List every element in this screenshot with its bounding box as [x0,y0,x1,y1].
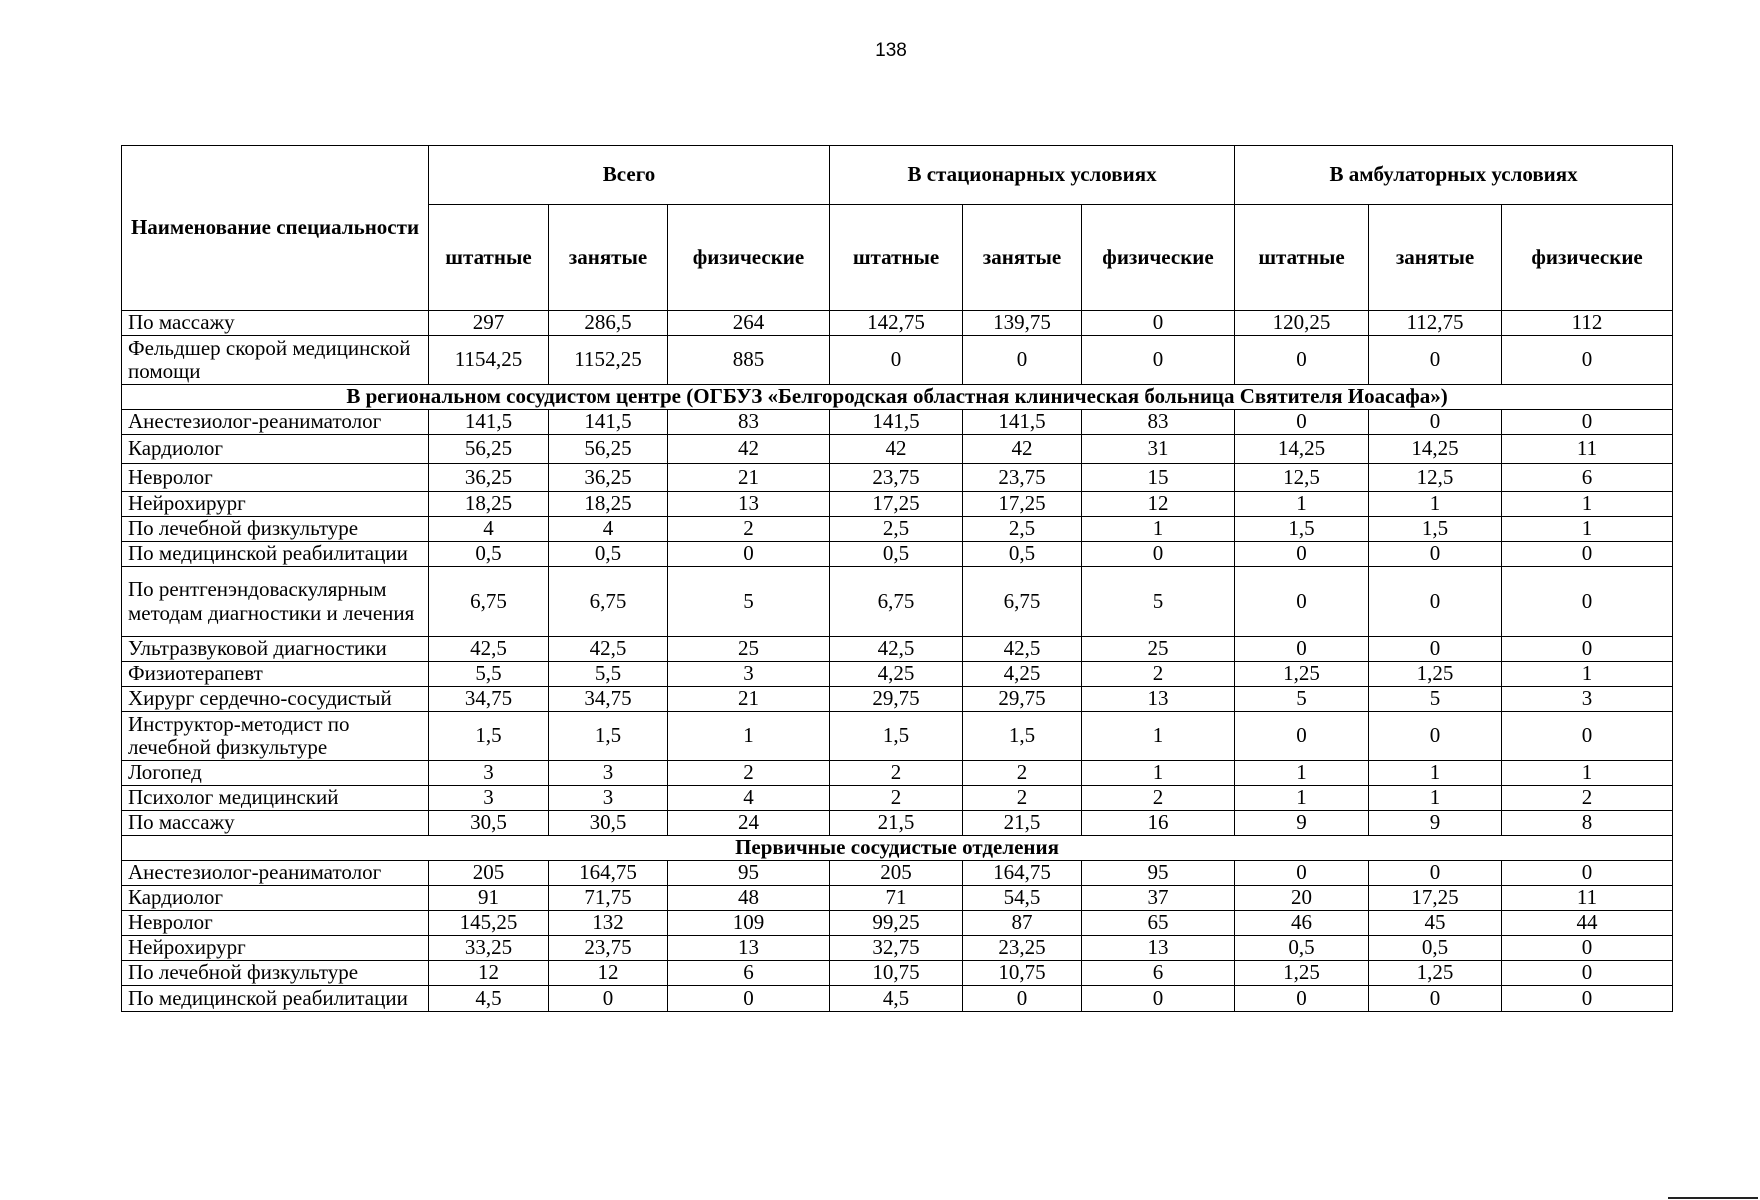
table-row [122,637,1673,662]
scan-edge-line [1668,1197,1758,1199]
value-cell: 164,75 [963,861,1082,886]
value-cell: 11 [1502,435,1673,464]
specialty-name: По массажу [122,311,429,336]
value-cell: 25 [668,637,830,662]
value-cell: 13 [668,492,830,517]
value-cell: 36,25 [429,464,549,492]
value-cell: 2 [1082,786,1235,811]
value-cell: 2 [963,761,1082,786]
column-subheader: физические [668,205,830,311]
value-cell: 0 [1502,961,1673,986]
specialty-name: Невролог [122,464,429,492]
specialty-name: По массажу [122,811,429,836]
column-header-specialty: Наименование специальности [122,146,429,311]
value-cell: 83 [668,410,830,435]
specialty-name: Психолог медицинский [122,786,429,811]
value-cell: 3 [668,662,830,687]
value-cell: 13 [1082,936,1235,961]
value-cell: 2 [668,761,830,786]
column-subheader: занятые [549,205,668,311]
value-cell: 15 [1082,464,1235,492]
value-cell: 1 [1235,786,1369,811]
value-cell: 32,75 [830,936,963,961]
value-cell: 120,25 [1235,311,1369,336]
value-cell: 5 [1235,687,1369,712]
table-row [122,761,1673,786]
value-cell: 0 [1235,336,1369,385]
value-cell: 6,75 [830,567,963,637]
value-cell: 45 [1369,911,1502,936]
value-cell: 1 [1502,761,1673,786]
column-subheader: штатные [1235,205,1369,311]
value-cell: 87 [963,911,1082,936]
value-cell: 1 [1235,492,1369,517]
value-cell: 5 [668,567,830,637]
value-cell: 2 [830,761,963,786]
value-cell: 30,5 [549,811,668,836]
value-cell: 42,5 [963,637,1082,662]
specialty-name: Невролог [122,911,429,936]
value-cell: 23,75 [830,464,963,492]
value-cell: 42 [668,435,830,464]
value-cell: 0 [1235,712,1369,761]
table-row [122,517,1673,542]
specialty-name: Анестезиолог-реаниматолог [122,861,429,886]
value-cell: 0 [1082,336,1235,385]
value-cell: 8 [1502,811,1673,836]
value-cell: 3 [549,786,668,811]
value-cell: 145,25 [429,911,549,936]
table-row [122,861,1673,886]
value-cell: 1,5 [549,712,668,761]
value-cell: 16 [1082,811,1235,836]
value-cell: 1,5 [1369,517,1502,542]
value-cell: 99,25 [830,911,963,936]
value-cell: 3 [429,761,549,786]
value-cell: 1 [1502,662,1673,687]
value-cell: 30,5 [429,811,549,836]
value-cell: 1 [1235,761,1369,786]
value-cell: 0 [1502,861,1673,886]
value-cell: 54,5 [963,886,1082,911]
column-subheader: физические [1082,205,1235,311]
table-row [122,435,1673,464]
value-cell: 4 [429,517,549,542]
value-cell: 1 [1082,761,1235,786]
value-cell: 44 [1502,911,1673,936]
value-cell: 0 [549,986,668,1012]
specialty-name: По рентгенэндоваскулярным методам диагностики и лечения [122,567,429,637]
specialty-name: Ультразвуковой диагностики [122,637,429,662]
column-group-total: Всего [429,146,830,205]
value-cell: 9 [1369,811,1502,836]
value-cell: 885 [668,336,830,385]
specialty-name: По лечебной физкультуре [122,961,429,986]
value-cell: 0 [668,542,830,567]
value-cell: 48 [668,886,830,911]
value-cell: 1 [1082,712,1235,761]
specialty-name: Кардиолог [122,886,429,911]
value-cell: 17,25 [830,492,963,517]
value-cell: 21,5 [830,811,963,836]
value-cell: 18,25 [549,492,668,517]
value-cell: 139,75 [963,311,1082,336]
value-cell: 21 [668,464,830,492]
value-cell: 1,25 [1369,961,1502,986]
value-cell: 17,25 [963,492,1082,517]
value-cell: 2 [1502,786,1673,811]
value-cell: 46 [1235,911,1369,936]
value-cell: 13 [1082,687,1235,712]
value-cell: 0 [1369,986,1502,1012]
value-cell: 23,75 [549,936,668,961]
table-row [122,986,1673,1012]
value-cell: 109 [668,911,830,936]
value-cell: 0 [1369,712,1502,761]
value-cell: 1,5 [429,712,549,761]
value-cell: 0 [1502,410,1673,435]
value-cell: 0 [1082,311,1235,336]
value-cell: 6 [668,961,830,986]
value-cell: 1,25 [1369,662,1502,687]
value-cell: 0 [1502,986,1673,1012]
column-subheader: занятые [1369,205,1502,311]
value-cell: 0 [1082,542,1235,567]
value-cell: 33,25 [429,936,549,961]
value-cell: 5 [1082,567,1235,637]
value-cell: 0,5 [830,542,963,567]
value-cell: 6,75 [963,567,1082,637]
section-title: Первичные сосудистые отделения [122,836,1673,861]
page-number: 138 [875,40,907,61]
value-cell: 4 [668,786,830,811]
value-cell: 10,75 [830,961,963,986]
value-cell: 1152,25 [549,336,668,385]
value-cell: 5,5 [429,662,549,687]
value-cell: 6,75 [549,567,668,637]
value-cell: 2,5 [830,517,963,542]
value-cell: 0 [668,986,830,1012]
value-cell: 83 [1082,410,1235,435]
value-cell: 25 [1082,637,1235,662]
value-cell: 2,5 [963,517,1082,542]
value-cell: 12,5 [1235,464,1369,492]
table-row [122,936,1673,961]
value-cell: 5 [1369,687,1502,712]
table-row [122,542,1673,567]
value-cell: 31 [1082,435,1235,464]
column-subheader: штатные [429,205,549,311]
value-cell: 4 [549,517,668,542]
value-cell: 5,5 [549,662,668,687]
column-subheader: занятые [963,205,1082,311]
value-cell: 1 [1369,786,1502,811]
value-cell: 1 [1369,761,1502,786]
value-cell: 264 [668,311,830,336]
value-cell: 1 [1502,517,1673,542]
value-cell: 6 [1502,464,1673,492]
value-cell: 0 [1369,336,1502,385]
value-cell: 0 [963,986,1082,1012]
specialty-name: Хирург сердечно-сосудистый [122,687,429,712]
value-cell: 0 [1369,637,1502,662]
section-title: В региональном сосудистом центре (ОГБУЗ «Белгородская областная клиническая больница Святителя Иоасафа») [122,385,1673,410]
specialty-name: По медицинской реабилитации [122,542,429,567]
value-cell: 0 [1502,712,1673,761]
table-row [122,811,1673,836]
value-cell: 1,25 [1235,662,1369,687]
value-cell: 2 [668,517,830,542]
value-cell: 0 [1369,410,1502,435]
value-cell: 0,5 [549,542,668,567]
value-cell: 0 [1235,410,1369,435]
value-cell: 112,75 [1369,311,1502,336]
value-cell: 0,5 [1369,936,1502,961]
specialty-name: Логопед [122,761,429,786]
value-cell: 14,25 [1369,435,1502,464]
value-cell: 24 [668,811,830,836]
value-cell: 21 [668,687,830,712]
value-cell: 1 [668,712,830,761]
table-row [122,712,1673,761]
specialty-name: По лечебной физкультуре [122,517,429,542]
value-cell: 95 [1082,861,1235,886]
value-cell: 12 [549,961,668,986]
value-cell: 4,5 [429,986,549,1012]
staffing-table [121,145,1673,1012]
value-cell: 0 [963,336,1082,385]
value-cell: 2 [963,786,1082,811]
value-cell: 1 [1502,492,1673,517]
value-cell: 1,5 [1235,517,1369,542]
value-cell: 9 [1235,811,1369,836]
value-cell: 1 [1369,492,1502,517]
value-cell: 0 [1082,986,1235,1012]
table-row [122,567,1673,637]
value-cell: 42,5 [830,637,963,662]
value-cell: 17,25 [1369,886,1502,911]
value-cell: 12,5 [1369,464,1502,492]
value-cell: 13 [668,936,830,961]
value-cell: 4,25 [830,662,963,687]
value-cell: 71 [830,886,963,911]
value-cell: 21,5 [963,811,1082,836]
value-cell: 297 [429,311,549,336]
value-cell: 23,75 [963,464,1082,492]
value-cell: 3 [549,761,668,786]
value-cell: 0 [1235,986,1369,1012]
value-cell: 11 [1502,886,1673,911]
specialty-name: Нейрохирург [122,936,429,961]
table-body [122,311,1673,1012]
value-cell: 2 [1082,662,1235,687]
value-cell: 0 [1502,567,1673,637]
value-cell: 0 [1235,542,1369,567]
value-cell: 29,75 [963,687,1082,712]
value-cell: 164,75 [549,861,668,886]
value-cell: 4,5 [830,986,963,1012]
value-cell: 56,25 [429,435,549,464]
value-cell: 56,25 [549,435,668,464]
value-cell: 0 [1369,567,1502,637]
value-cell: 3 [429,786,549,811]
value-cell: 0 [1502,637,1673,662]
value-cell: 14,25 [1235,435,1369,464]
value-cell: 0 [1235,861,1369,886]
value-cell: 4,25 [963,662,1082,687]
table-row [122,464,1673,492]
value-cell: 205 [830,861,963,886]
value-cell: 141,5 [549,410,668,435]
value-cell: 0 [1502,936,1673,961]
value-cell: 37 [1082,886,1235,911]
value-cell: 12 [429,961,549,986]
table-row [122,492,1673,517]
value-cell: 1,5 [963,712,1082,761]
value-cell: 6 [1082,961,1235,986]
value-cell: 34,75 [429,687,549,712]
value-cell: 12 [1082,492,1235,517]
value-cell: 6,75 [429,567,549,637]
column-group-inpatient: В стационарных условиях [830,146,1235,205]
value-cell: 42 [963,435,1082,464]
section-row [122,836,1673,861]
value-cell: 95 [668,861,830,886]
value-cell: 142,75 [830,311,963,336]
value-cell: 2 [830,786,963,811]
value-cell: 112 [1502,311,1673,336]
value-cell: 91 [429,886,549,911]
value-cell: 0 [1369,542,1502,567]
value-cell: 1,5 [830,712,963,761]
value-cell: 286,5 [549,311,668,336]
value-cell: 42 [830,435,963,464]
section-row [122,385,1673,410]
column-subheader: физические [1502,205,1673,311]
value-cell: 141,5 [963,410,1082,435]
value-cell: 141,5 [429,410,549,435]
value-cell: 20 [1235,886,1369,911]
value-cell: 0,5 [429,542,549,567]
value-cell: 0 [1235,637,1369,662]
specialty-name: Фельдшер скорой медицинской помощи [122,336,429,385]
value-cell: 0 [830,336,963,385]
value-cell: 10,75 [963,961,1082,986]
specialty-name: Нейрохирург [122,492,429,517]
value-cell: 205 [429,861,549,886]
table-row [122,886,1673,911]
specialty-name: Инструктор-методист по лечебной физкультуре [122,712,429,761]
value-cell: 141,5 [830,410,963,435]
table-row [122,687,1673,712]
value-cell: 1154,25 [429,336,549,385]
table-row [122,662,1673,687]
specialty-name: По медицинской реабилитации [122,986,429,1012]
value-cell: 42,5 [549,637,668,662]
value-cell: 0 [1369,861,1502,886]
table-row [122,786,1673,811]
specialty-name: Физиотерапевт [122,662,429,687]
value-cell: 0,5 [963,542,1082,567]
value-cell: 0 [1502,336,1673,385]
column-subheader: штатные [830,205,963,311]
value-cell: 34,75 [549,687,668,712]
value-cell: 23,25 [963,936,1082,961]
value-cell: 36,25 [549,464,668,492]
value-cell: 1,25 [1235,961,1369,986]
value-cell: 18,25 [429,492,549,517]
value-cell: 65 [1082,911,1235,936]
value-cell: 0 [1235,567,1369,637]
value-cell: 132 [549,911,668,936]
column-group-outpatient: В амбулаторных условиях [1235,146,1673,205]
value-cell: 3 [1502,687,1673,712]
value-cell: 42,5 [429,637,549,662]
table-row [122,410,1673,435]
value-cell: 0,5 [1235,936,1369,961]
table-row [122,336,1673,385]
value-cell: 29,75 [830,687,963,712]
specialty-name: Анестезиолог-реаниматолог [122,410,429,435]
value-cell: 1 [1082,517,1235,542]
table-header [122,146,1673,311]
value-cell: 71,75 [549,886,668,911]
table-row [122,961,1673,986]
specialty-name: Кардиолог [122,435,429,464]
table-row [122,911,1673,936]
value-cell: 0 [1502,542,1673,567]
table-row [122,311,1673,336]
